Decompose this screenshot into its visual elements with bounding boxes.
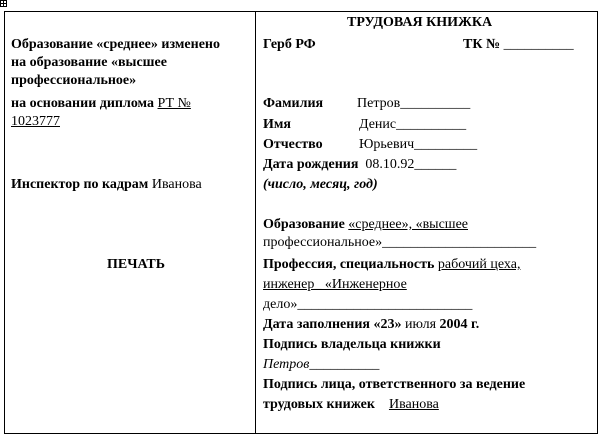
- responsible-signature-value: Иванова: [388, 397, 439, 412]
- inspector-line: [11, 176, 202, 194]
- education-value-line-1: «среднее», «высшее: [348, 217, 469, 232]
- patronymic-label: Отчество: [263, 137, 323, 152]
- education-line-1: [263, 216, 468, 234]
- diploma-prefix: на основании диплома: [11, 96, 155, 111]
- inspector-label: Инспектор по кадрам: [11, 177, 149, 192]
- fill-date-label: Дата заполнения: [263, 317, 370, 332]
- education-value-line-2: профессиональное»______________________: [263, 235, 537, 250]
- education-change-line-3: профессиональное»: [11, 73, 137, 88]
- birth-date-label: Дата рождения: [263, 157, 359, 172]
- diploma-number: 1023777: [11, 114, 60, 129]
- tk-blank: __________: [503, 37, 574, 52]
- profession-label: Профессия, специальность: [263, 257, 435, 272]
- fill-date-line: [263, 316, 479, 334]
- profession-value-line-2: инженер_ «Инженерное: [263, 277, 407, 292]
- fill-date-year: 2004 г.: [439, 317, 480, 332]
- first-name-label: Имя: [263, 117, 291, 132]
- responsible-signature-line: [263, 396, 439, 414]
- education-label: Образование: [263, 217, 345, 232]
- stamp-label: ПЕЧАТЬ: [107, 257, 165, 272]
- column-divider: [255, 12, 256, 433]
- diploma-series: РТ №: [157, 96, 191, 111]
- profession-line-1: [263, 256, 520, 274]
- birth-date-hint: (число, месяц, год): [263, 177, 378, 192]
- profession-value-line-3: дело»_________________________: [263, 297, 473, 312]
- education-change-line-2: на образование «высшее: [11, 55, 167, 70]
- coat-of-arms-label: Герб РФ: [263, 37, 316, 52]
- fill-date-month: июля: [404, 317, 437, 332]
- patronymic-value: Юрьевич_________: [359, 137, 478, 152]
- document-title: ТРУДОВАЯ КНИЖКА: [347, 15, 493, 30]
- owner-signature-blank: __________: [309, 357, 380, 372]
- surname-label: Фамилия: [263, 96, 324, 111]
- table-move-handle-icon: [0, 0, 7, 7]
- surname-value: Петров__________: [357, 96, 471, 111]
- inspector-name: Иванова: [151, 177, 202, 192]
- employment-record-table: [4, 11, 598, 434]
- tk-label: ТК №: [463, 37, 501, 52]
- birth-date-line: [263, 156, 456, 174]
- owner-signature-label: Подпись владельца книжки: [263, 337, 441, 352]
- responsible-signature-label-line-1: Подпись лица, ответственного за ведение: [263, 377, 526, 392]
- diploma-line: [11, 95, 191, 113]
- fill-date-day: «23»: [373, 317, 402, 332]
- tk-number-line: [463, 36, 574, 54]
- profession-value-line-1: рабочий цеха,: [437, 257, 521, 272]
- birth-date-value: 08.10.92______: [365, 157, 457, 172]
- education-change-line-1: Образование «среднее» изменено: [11, 37, 220, 52]
- responsible-signature-label-line-2: трудовых книжек: [263, 397, 375, 412]
- first-name-value: Денис__________: [359, 117, 467, 132]
- owner-signature-line: [263, 356, 379, 374]
- owner-signature-value: Петров: [263, 357, 310, 372]
